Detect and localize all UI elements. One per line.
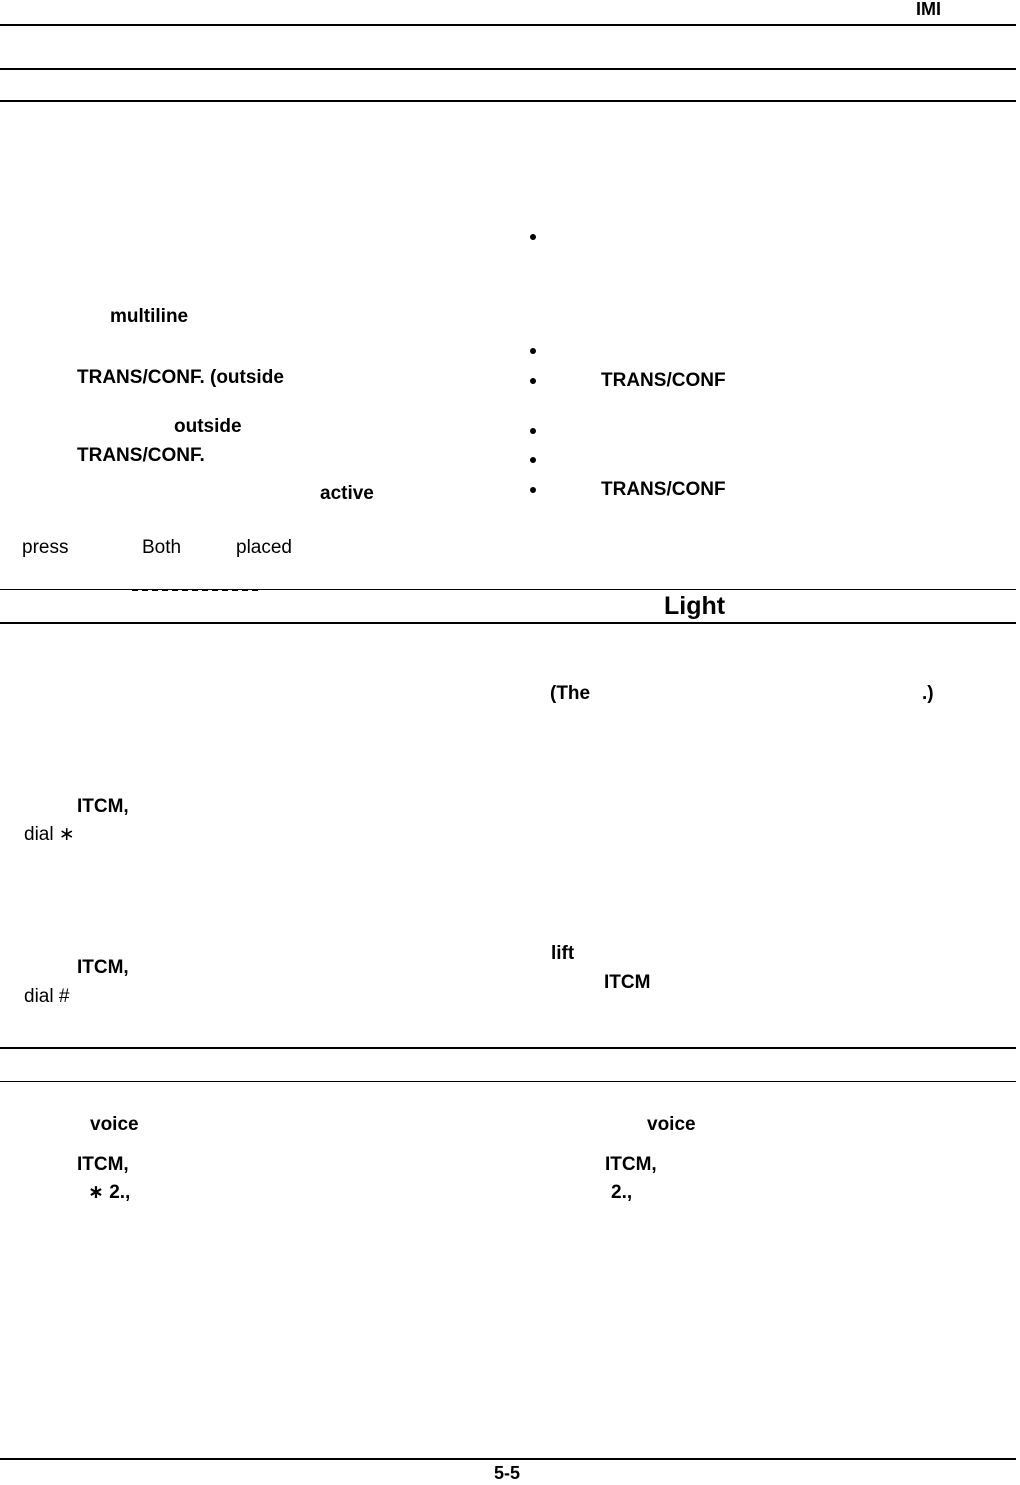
word-itcm-right: ITCM <box>604 972 651 993</box>
word-itcm-2: ITCM, <box>77 957 129 978</box>
word-multiline: multiline <box>110 306 189 327</box>
word-itcm-1: ITCM, <box>77 796 129 817</box>
bullet-dot <box>530 348 536 354</box>
word-star-two: ∗ 2., <box>88 1182 131 1203</box>
word-voice-right: voice <box>647 1114 696 1135</box>
word-outside: outside <box>174 416 242 437</box>
header-tag: IMI <box>916 0 941 19</box>
word-active: active <box>320 483 374 504</box>
bullet-dot <box>530 457 536 463</box>
header-rule-1 <box>0 24 1016 26</box>
word-two: 2., <box>611 1182 633 1203</box>
bullet-dot <box>530 378 536 384</box>
footer-rule <box>0 1458 1016 1460</box>
word-trans-conf-right-1: TRANS/CONF <box>601 370 726 391</box>
word-trans-conf-right-2: TRANS/CONF <box>601 479 726 500</box>
word-trans-conf: TRANS/CONF. <box>77 445 205 466</box>
header-rule-3 <box>0 100 1016 102</box>
word-dial-star: dial ∗ <box>24 824 75 845</box>
bullet-dot <box>530 487 536 493</box>
header-rule-2 <box>0 68 1016 70</box>
section-rule-bottom <box>0 622 1016 624</box>
section-rule-voice-bottom <box>0 1081 1016 1082</box>
word-press: press <box>22 537 69 558</box>
word-itcm-voice-right: ITCM, <box>605 1154 657 1175</box>
word-dial-hash: dial # <box>24 986 70 1007</box>
light-heading: Light <box>664 592 726 620</box>
word-placed: placed <box>236 537 292 558</box>
word-itcm-voice-left: ITCM, <box>77 1154 129 1175</box>
section-rule-voice-top <box>0 1047 1016 1049</box>
word-close-paren: .) <box>922 683 934 704</box>
bullet-dot <box>530 428 536 434</box>
page-number: 5-5 <box>494 1463 521 1483</box>
word-both: Both <box>142 537 182 558</box>
word-trans-conf-outside: TRANS/CONF. (outside <box>77 367 284 388</box>
word-voice-left: voice <box>90 1114 139 1135</box>
word-lift: lift <box>551 943 575 964</box>
word-the-open: (The <box>550 683 591 704</box>
bullet-dot <box>530 234 536 240</box>
section-rule-top <box>0 589 1016 590</box>
